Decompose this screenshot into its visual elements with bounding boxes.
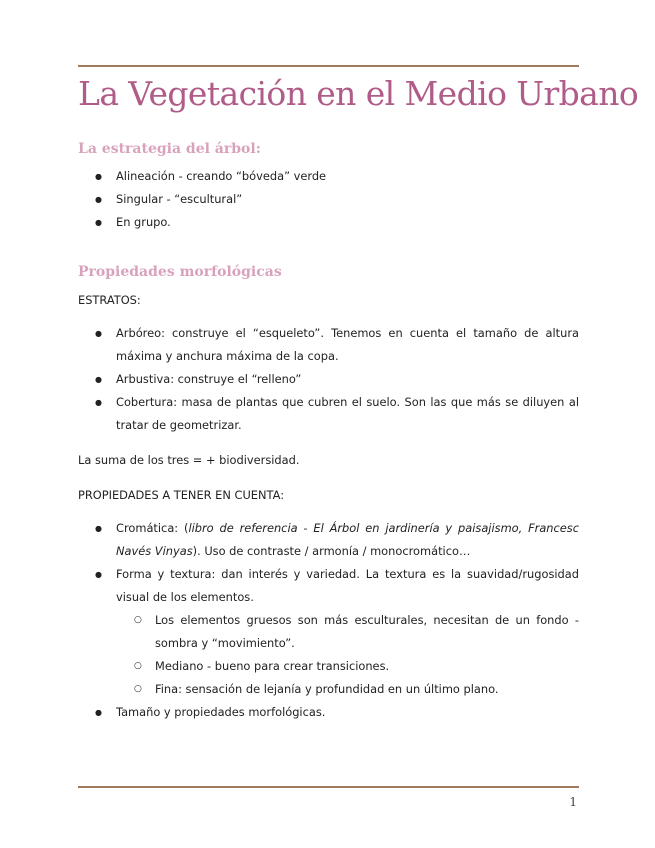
list-item: ● En grupo. (78, 211, 579, 234)
sub-list-item: ○ Los elementos gruesos son más esculturales, necesitan de un fondo - sombra y “movimiento”. (78, 609, 579, 655)
page-title: La Vegetación en el Medio Urbano (78, 74, 639, 113)
list-item: ● Cobertura: masa de plantas que cubren el suelo. Son las que más se diluyen al tratar de geometrizar. (78, 391, 579, 437)
list-item: ● Alineación - creando “bóveda” verde (78, 165, 579, 188)
sub-list-item: ○ Fina: sensación de lejanía y profundidad en un último plano. (78, 678, 579, 701)
sub-list-item: ○ Mediano - bueno para crear transiciones. (78, 655, 579, 678)
top-rule (78, 65, 579, 67)
list-item: ● Arbustiva: construye el “relleno” (78, 368, 579, 391)
estrategia-list (78, 165, 579, 234)
bottom-rule (78, 786, 579, 788)
cromatica-tail: ). Uso de contraste / armonía / monocromático… (192, 544, 471, 558)
list-item-forma: ● Forma y textura: dan interés y variedad. La textura es la suavidad/rugosidad visual de los elementos. (78, 563, 579, 609)
list-item-tamano: ● Tamaño y propiedades morfológicas. (78, 701, 579, 724)
propiedades-label: PROPIEDADES A TENER EN CUENTA: (78, 488, 285, 502)
section-heading-estrategia: La estrategia del árbol: (78, 141, 261, 157)
cromatica-lead: Cromática: ( (116, 521, 189, 535)
suma-text: La suma de los tres = + biodiversidad. (78, 453, 300, 467)
list-item-cromatica (78, 517, 579, 563)
list-item: ● Singular - “escultural” (78, 188, 579, 211)
estratos-label: ESTRATOS: (78, 293, 141, 307)
section-heading-propiedades: Propiedades morfológicas (78, 264, 282, 280)
forma-sublist (78, 609, 579, 701)
page-number: 1 (569, 795, 577, 809)
list-item: ● Arbóreo: construye el “esqueleto”. Tenemos en cuenta el tamaño de altura máxima y anchura máxima de la copa. (78, 322, 579, 368)
propiedades-list (78, 517, 579, 724)
estratos-list (78, 322, 579, 437)
forma-sublist-container (78, 609, 579, 701)
cromatica-reference: libro de referencia - El Árbol en jardinería y paisajismo, Francesc Navés Vinyas (116, 521, 579, 558)
